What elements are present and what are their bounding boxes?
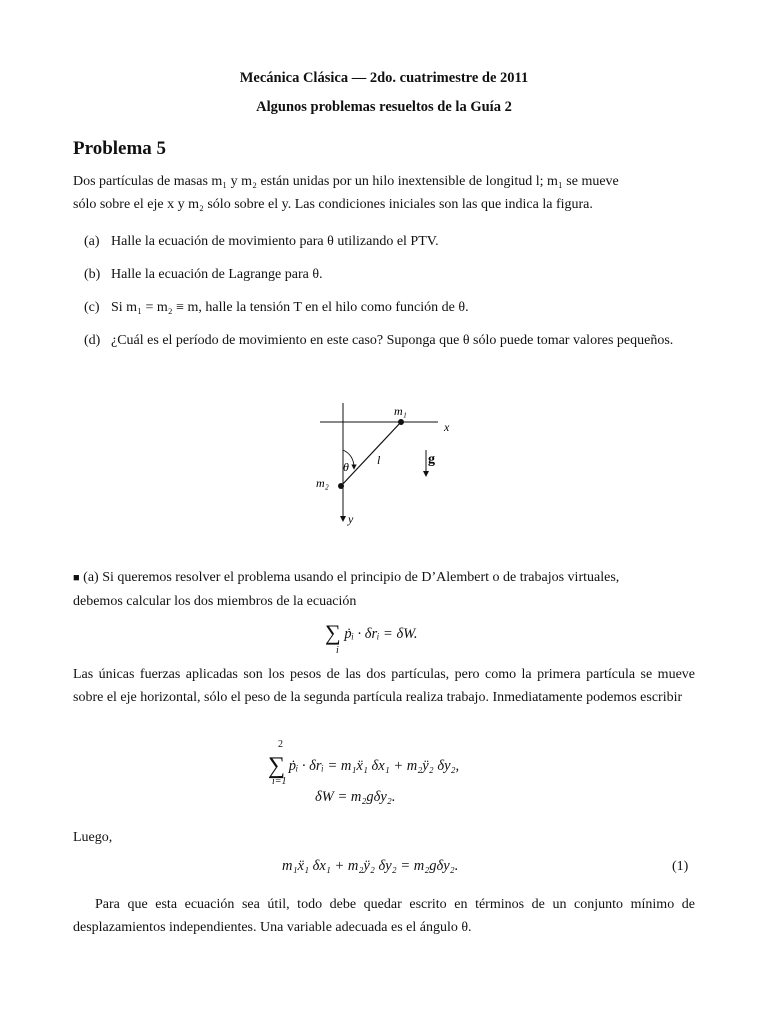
label-l: l bbox=[377, 453, 381, 467]
equation-1: m₁ẍ₁ δx₁ + m₂ÿ₂ δy₂ = m₂gδy₂. bbox=[282, 858, 459, 874]
label-x: x bbox=[444, 420, 450, 434]
intro-line-1: Dos partículas de masas m₁ y m₂ están unidas por un hilo inextensible de longitud l; m₁ se mueve bbox=[73, 174, 619, 189]
equation-dalembert: ∑ ṗᵢ · δrᵢ = δW. bbox=[325, 620, 418, 645]
problem-item-d bbox=[84, 329, 723, 352]
label-y: y bbox=[348, 512, 354, 526]
solution-intro bbox=[73, 566, 695, 613]
item-text: ¿Cuál es el período de movimiento en este caso? Suponga que θ sólo puede tomar valores pequeños. bbox=[111, 333, 674, 348]
mass-m1-dot bbox=[398, 419, 404, 425]
label-m1: m₁ bbox=[394, 404, 407, 418]
label-theta: θ bbox=[343, 460, 349, 474]
item-label: (b) bbox=[84, 267, 101, 282]
equation-virtual-work: ∑ ṗᵢ · δrᵢ = m₁ẍ₁ δx₁ + m₂ÿ₂ δy₂, bbox=[268, 753, 460, 779]
item-text: Si m₁ = m₂ ≡ m, halle la tensión T en el hilo como función de θ. bbox=[111, 300, 469, 315]
mass-m2-dot bbox=[338, 483, 344, 489]
problem-figure bbox=[300, 395, 470, 535]
problem-item-a bbox=[84, 230, 696, 253]
equation-number: (1) bbox=[672, 859, 689, 874]
problem-intro bbox=[73, 170, 695, 216]
solution-paragraph-forces: Las únicas fuerzas aplicadas son los pesos de las dos partículas, pero como la primera partícula se mueve sobre el eje horizontal, sólo el peso de la segunda partícula realiza trabajo. Inmediatamente podemos escribir bbox=[73, 667, 695, 705]
solution-bullet: ■ bbox=[73, 572, 80, 584]
document-title: Mecánica Clásica — 2do. cuatrimestre de 2011 bbox=[239, 70, 529, 86]
problem-heading: Problema 5 bbox=[73, 138, 167, 159]
equation-work-weight: δW = m₂gδy₂. bbox=[315, 789, 396, 805]
problem-item-c bbox=[84, 296, 696, 319]
label-g: g bbox=[428, 452, 435, 467]
label-m2: m₂ bbox=[316, 476, 329, 490]
solution-luego: Luego, bbox=[73, 830, 113, 845]
solution-line-2: debemos calcular los dos miembros de la ecuación bbox=[73, 594, 357, 609]
item-text: Halle la ecuación de Lagrange para θ. bbox=[111, 267, 323, 282]
sum-upper-limit: 2 bbox=[278, 739, 283, 750]
item-label: (c) bbox=[84, 300, 100, 315]
item-label: (d) bbox=[84, 333, 101, 348]
document-subtitle: Algunos problemas resueltos de la Guía 2 bbox=[256, 99, 512, 115]
item-label: (a) bbox=[84, 234, 100, 249]
solution-paragraph-theta: Para que esta ecuación sea útil, todo debe quedar escrito en términos de un conjunto mínimo de desplazamientos independientes. Una variable adecuada es el ángulo θ. bbox=[73, 897, 695, 935]
equation-virtual-work-line1: ṗᵢ · δrᵢ = m₁ẍ₁ δx₁ + m₂ÿ₂ δy₂, bbox=[288, 758, 460, 774]
equation-dalembert-subscript: i bbox=[336, 645, 339, 656]
sum-lower-limit: i=1 bbox=[272, 776, 287, 787]
item-text: Halle la ecuación de movimiento para θ utilizando el PTV. bbox=[111, 234, 439, 249]
intro-line-2: sólo sobre el eje x y m₂ sólo sobre el y. Las condiciones iniciales son las que indica la figura. bbox=[73, 197, 593, 212]
problem-item-b bbox=[84, 263, 696, 286]
solution-line-1: (a) Si queremos resolver el problema usando el principio de D’Alembert o de trabajos virtuales, bbox=[83, 570, 620, 585]
string-line bbox=[341, 422, 401, 486]
equation-dalembert-body: ṗᵢ · δrᵢ = δW. bbox=[344, 626, 418, 642]
